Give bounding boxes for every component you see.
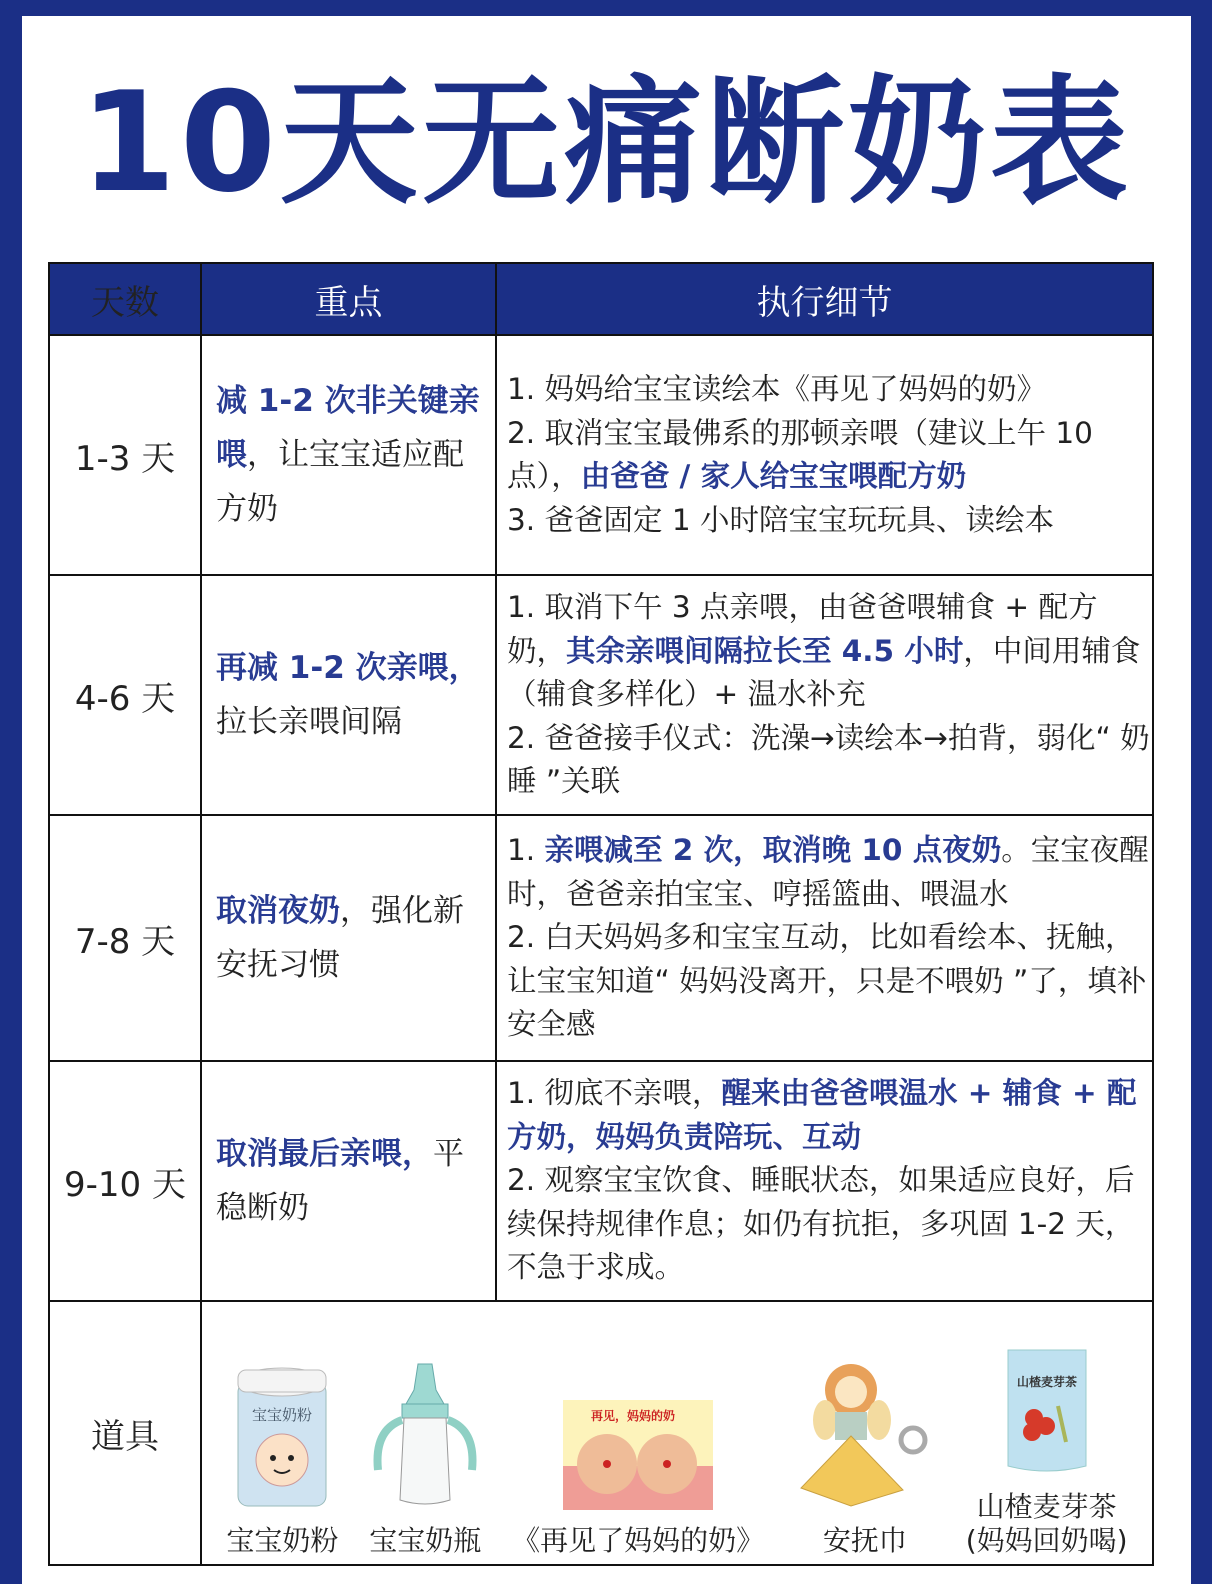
focus-text: ，让宝宝适应配方奶 bbox=[216, 437, 464, 527]
details-text: 。宝宝夜醒时，爸爸亲拍宝宝、哼摇篮曲、喂温水 2. 白天妈妈多和宝宝互动，比如看绘本、抚触，让宝宝知道“ 妈妈没离开，只是不喂奶 ”了，填补安全感 bbox=[507, 833, 1149, 1042]
details-text: 2. 观察宝宝饮食、睡眠状态，如果适应良好，后续保持规律作息；如仍有抗拒，多巩固 1-2 天，不急于求成。 bbox=[507, 1163, 1135, 1285]
prop-label: 宝宝奶瓶 bbox=[369, 1524, 482, 1557]
prop-comforter bbox=[795, 1360, 935, 1558]
formula-can-icon bbox=[232, 1360, 332, 1510]
focus-cell bbox=[201, 1061, 496, 1301]
details-text: 2. 取消宝宝最佛系的那顿亲喂（建议上午 10 点）， bbox=[507, 415, 1093, 493]
focus-text: 减 1-2 次非关键亲喂 bbox=[216, 383, 480, 473]
details-cell bbox=[496, 1061, 1153, 1301]
day-cell: 4-6 天 bbox=[49, 575, 201, 815]
props-row bbox=[49, 1301, 1153, 1565]
table-row bbox=[49, 1061, 1153, 1301]
details-text: 由爸爸 / 家人给宝宝喂配方奶 bbox=[580, 459, 967, 493]
details-text: 醒来由爸爸喂温水 + 辅食 + 配方奶，妈妈负责陪玩、互动 bbox=[507, 1076, 1137, 1154]
picture-book-icon bbox=[563, 1400, 713, 1510]
header-details: 执行细节 bbox=[496, 263, 1153, 335]
focus-text: 平稳断奶 bbox=[216, 1136, 464, 1226]
tea-bag-icon bbox=[1002, 1346, 1092, 1476]
details-cell bbox=[496, 575, 1153, 815]
svg-text:宝宝奶粉: 宝宝奶粉 bbox=[252, 1406, 313, 1424]
focus-text: 拉长亲喂间隔 bbox=[216, 704, 402, 740]
prop-tea bbox=[966, 1346, 1128, 1558]
focus-text: 取消最后亲喂， bbox=[216, 1136, 433, 1172]
prop-label: 安抚巾 bbox=[822, 1524, 907, 1557]
svg-text:山楂麦芽茶: 山楂麦芽茶 bbox=[1016, 1375, 1077, 1389]
table-row bbox=[49, 575, 1153, 815]
weaning-table bbox=[48, 262, 1154, 1566]
prop-book bbox=[512, 1400, 764, 1558]
details-cell bbox=[496, 335, 1153, 575]
details-text: 其余亲喂间隔拉长至 4.5 小时 bbox=[566, 633, 964, 668]
details-text: ，中间用辅食（辅食多样化）+ 温水补充 2. 爸爸接手仪式：洗澡→读绘本→拍背，弱化“ 奶睡 ”关联 bbox=[507, 633, 1150, 799]
focus-text: ，强化新安抚习惯 bbox=[216, 893, 464, 983]
details-text: 3. 爸爸固定 1 小时陪宝宝玩玩具、读绘本 bbox=[507, 502, 1055, 537]
focus-cell bbox=[201, 335, 496, 575]
props-label: 道具 bbox=[49, 1301, 201, 1565]
prop-label: 山楂麦芽茶 (妈妈回奶喝) bbox=[965, 1490, 1128, 1557]
focus-cell bbox=[201, 575, 496, 815]
focus-text: 再减 1-2 次亲喂， bbox=[216, 650, 480, 686]
header-focus: 重点 bbox=[201, 263, 496, 335]
prop-label: 《再见了妈妈的奶》 bbox=[512, 1524, 765, 1557]
svg-text:再见，妈妈的奶: 再见，妈妈的奶 bbox=[591, 1409, 676, 1423]
details-text: 1. bbox=[507, 833, 545, 868]
details-text: 1. 妈妈给宝宝读绘本《再见了妈妈的奶》 bbox=[507, 372, 1047, 406]
table-row bbox=[49, 815, 1153, 1061]
details-text: 1. 取消下午 3 点亲喂，由爸爸喂辅食 + 配方奶， bbox=[507, 590, 1098, 668]
prop-bottle bbox=[369, 1360, 481, 1558]
day-cell: 1-3 天 bbox=[49, 335, 201, 575]
day-cell: 9-10 天 bbox=[49, 1061, 201, 1301]
lion-comforter-icon bbox=[795, 1360, 935, 1510]
baby-bottle-icon bbox=[370, 1360, 480, 1510]
page-title: 10天无痛断奶表 bbox=[79, 62, 1133, 223]
details-text: 亲喂减至 2 次，取消晚 10 点夜奶 bbox=[544, 833, 1002, 868]
prop-label: 宝宝奶粉 bbox=[226, 1524, 339, 1557]
prop-formula bbox=[226, 1360, 338, 1558]
header-days: 天数 bbox=[49, 263, 201, 335]
details-text: 1. 彻底不亲喂， bbox=[507, 1076, 722, 1111]
details-cell bbox=[496, 815, 1153, 1061]
focus-text: 取消夜奶 bbox=[216, 893, 340, 929]
focus-cell bbox=[201, 815, 496, 1061]
table-row bbox=[49, 335, 1153, 575]
day-cell: 7-8 天 bbox=[49, 815, 201, 1061]
props-cell bbox=[201, 1301, 1153, 1565]
